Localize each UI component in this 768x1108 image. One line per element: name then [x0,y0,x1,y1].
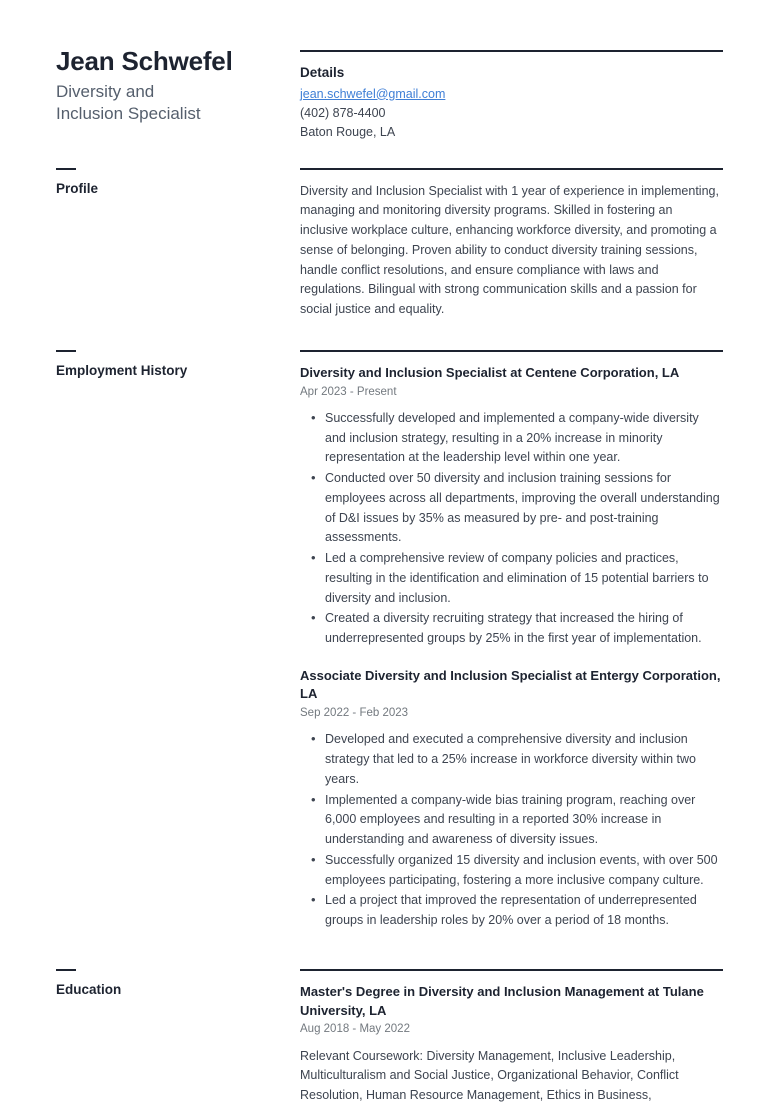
education-divider [300,969,723,971]
employment-entry-date: Sep 2022 - Feb 2023 [300,707,409,720]
education-entry [300,983,723,1106]
header-identity [56,46,300,126]
phone-text: (402) 878-4400 [300,105,386,120]
employment-entry-title: Associate Diversity and Inclusion Specialist at Entergy Corporation, LA [300,667,721,702]
details-divider [300,50,723,52]
list-item: • Successfully developed and implemented a company-wide diversity and inclusion strategy, resulting in a 20% increase in minority representation at the leadership level within one year. [325,409,723,468]
job-title-line-2: Inclusion Specialist [56,104,201,124]
education-content [300,969,723,1108]
list-item: • Conducted over 50 diversity and inclusion training sessions for employees across all departments, improving the overall understanding of D&I issues by 35% as measured by pre- and post-training assessments. [325,469,723,548]
list-item: • Implemented a company-wide bias training program, reaching over 6,000 employees and resulting in a reported 30% increase in understanding and awareness of diversity issues. [325,791,723,850]
employment-entry-bullets [300,730,723,931]
section-label-employment-history: Employment History [56,362,188,378]
details-section [300,46,723,142]
education-entry-coursework: Relevant Coursework: Diversity Management, Inclusive Leadership, Multiculturalism and Social Justice, Organizational Behavior, Conflict Resolution, Human Resource Management, Ethics in Business, [300,1048,679,1103]
section-dash-icon [56,350,76,352]
employment-entry-bullets [300,409,723,649]
employment-entry [300,364,723,649]
profile-text: Diversity and Inclusion Specialist with 1 year of experience in implementing, managing and monitoring diversity programs. Skilled in fostering an inclusive workplace culture, enhancing workforce diversity, and promoting a sense of belonging. Proven ability to conduct diversity training sessions, handle conflict resolutions, and ensure compliance with laws and regulations. Bilingual with strong communication skills and a passion for social justice and equality. [300,183,719,317]
section-label-education: Education [56,981,122,997]
header-section [0,0,768,142]
location-text: Baton Rouge, LA [300,124,396,139]
employment-content [300,350,723,933]
section-dash-icon [56,168,76,170]
profile-divider [300,168,723,170]
employment-label-column [56,350,300,379]
profile-content [300,168,723,320]
list-item: • Led a comprehensive review of company policies and practices, resulting in the identification and elimination of 15 potential barriers to diversity and inclusion. [325,549,723,608]
list-item: • Created a diversity recruiting strategy that increased the hiring of underrepresented groups by 25% in the first year of implementation. [325,609,723,649]
details-heading: Details [300,65,345,80]
profile-section [0,168,768,320]
email-link[interactable]: jean.schwefel@gmail.com [300,86,446,101]
education-section [0,969,768,1108]
section-label-profile: Profile [56,180,99,196]
list-item: • Developed and executed a comprehensive diversity and inclusion strategy that led to a 25% increase in workforce diversity within two years. [325,730,723,789]
section-dash-icon [56,969,76,971]
candidate-job-title [56,81,284,126]
education-entry-title: Master's Degree in Diversity and Inclusion Management at Tulane University, LA [300,983,704,1018]
list-item: • Successfully organized 15 diversity and inclusion events, with over 500 employees participating, fostering a more inclusive company culture. [325,851,723,891]
education-entry-date: Aug 2018 - May 2022 [300,1023,410,1036]
employment-entry-title: Diversity and Inclusion Specialist at Centene Corporation, LA [300,364,680,380]
profile-label-column [56,168,300,197]
employment-entry-date: Apr 2023 - Present [300,385,397,398]
employment-section [0,350,768,933]
candidate-name: Jean Schwefel [56,46,233,76]
education-label-column [56,969,300,998]
job-title-line-1: Diversity and [56,81,155,101]
employment-divider [300,350,723,352]
employment-entry [300,667,723,931]
list-item: • Led a project that improved the representation of underrepresented groups in leadership roles by 20% over a period of 18 months. [325,891,723,931]
